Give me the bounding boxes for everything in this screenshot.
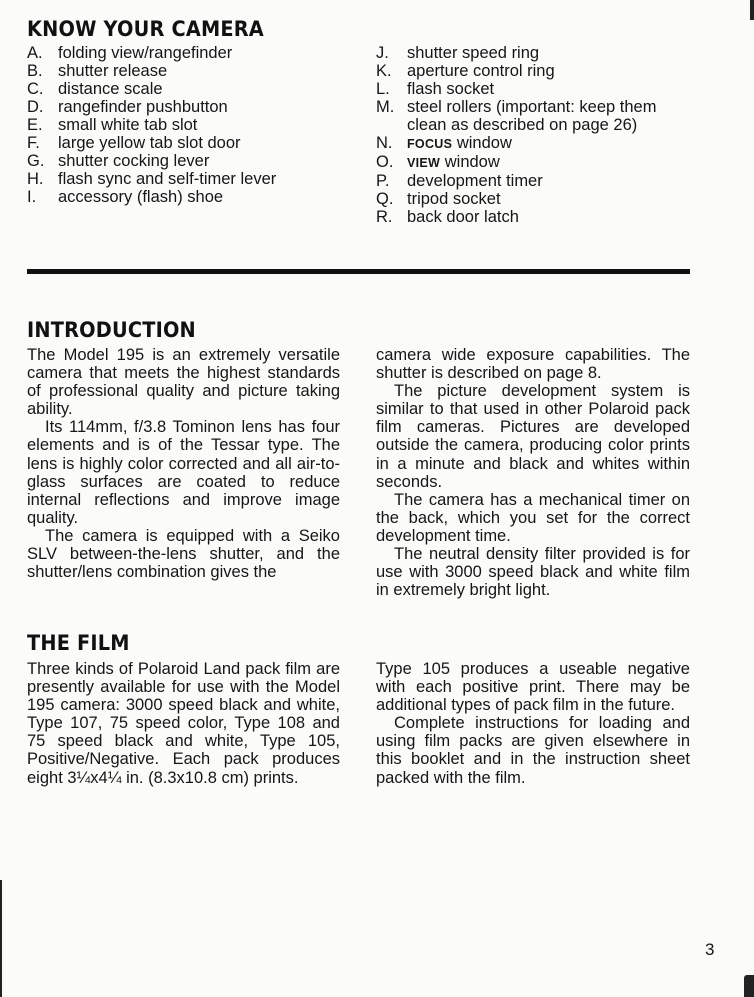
list-item: R. back door latch — [376, 208, 519, 226]
introduction-right-column — [376, 346, 690, 599]
list-item: G. shutter cocking lever — [27, 152, 210, 170]
list-item: O. VIEW window — [376, 153, 500, 171]
the-film-left-column — [27, 660, 340, 787]
paragraph: Its 114mm, f/3.8 Tominon lens has four elements and is of the Tessar type. The lens is highly color corrected and all air-to-glass surfaces are coated to reduce internal reflections and improve image quality. — [27, 418, 340, 527]
list-item: A. folding view/rangefinder — [27, 44, 233, 62]
paragraph: The camera has a mechanical timer on the back, which you set for the correct development time. — [376, 490, 690, 545]
scan-edge-mark — [0, 880, 2, 997]
list-item: N. FOCUS window — [376, 134, 512, 152]
list-item: Q. tripod socket — [376, 190, 501, 208]
page-number: 3 — [705, 940, 715, 959]
list-item: D. rangefinder pushbutton — [27, 98, 228, 116]
list-item: F. large yellow tab slot door — [27, 134, 241, 152]
the-film-heading: THE FILM — [27, 631, 130, 655]
scan-edge-mark — [750, 0, 754, 20]
introduction-left-column — [27, 346, 340, 581]
the-film-right-column — [376, 660, 690, 787]
section-divider — [27, 269, 690, 274]
paragraph: The neutral density filter provided is for use with 3000 speed black and white film in extremely bright light. — [376, 545, 690, 600]
list-item: C. distance scale — [27, 80, 163, 98]
list-item: P. development timer — [376, 172, 543, 190]
know-your-camera-heading: KNOW YOUR CAMERA — [27, 17, 264, 41]
list-item: M. steel rollers (important: keep them clean as described on page 26) — [376, 98, 657, 134]
list-item: B. shutter release — [27, 62, 168, 80]
parts-list-right — [376, 44, 706, 226]
paragraph: Type 105 produces a useable negative with each positive print. There may be additional types of pack film in the future. — [376, 660, 690, 715]
list-item: J. shutter speed ring — [376, 44, 540, 62]
list-item: H. flash sync and self-timer lever — [27, 170, 277, 188]
list-item: K. aperture control ring — [376, 62, 555, 80]
paragraph: Three kinds of Polaroid Land pack film are presently available for use with the Model 195 camera: 3000 speed black and white, Type 107, 75 speed color, Type 108 and 75 speed black and white, Type 105, Positive/Negative. Each pack produces eight 3¼x4¼ in. (8.3x10.8 cm) prints. — [27, 660, 340, 787]
paragraph: The picture development system is similar to that used in other Polaroid pack film cameras. Pictures are developed outside the camera, producing color prints in a minute and black and whites within seconds. — [376, 382, 690, 491]
list-item: L. flash socket — [376, 80, 495, 98]
scan-edge-mark — [744, 975, 754, 997]
paragraph: Complete instructions for loading and using film packs are given elsewhere in this booklet and in the instruction sheet packed with the film. — [376, 714, 690, 787]
paragraph: camera wide exposure capabilities. The shutter is described on page 8. — [376, 346, 690, 383]
introduction-heading: INTRODUCTION — [27, 318, 196, 342]
paragraph: The camera is equipped with a Seiko SLV between-the-lens shutter, and the shutter/lens combination gives the — [27, 526, 340, 582]
list-item: I. accessory (flash) shoe — [27, 188, 224, 206]
parts-list-left — [27, 44, 347, 206]
list-item: E. small white tab slot — [27, 116, 198, 134]
paragraph: The Model 195 is an extremely versatile camera that meets the highest standards of professional quality and picture taking ability. — [27, 346, 340, 419]
